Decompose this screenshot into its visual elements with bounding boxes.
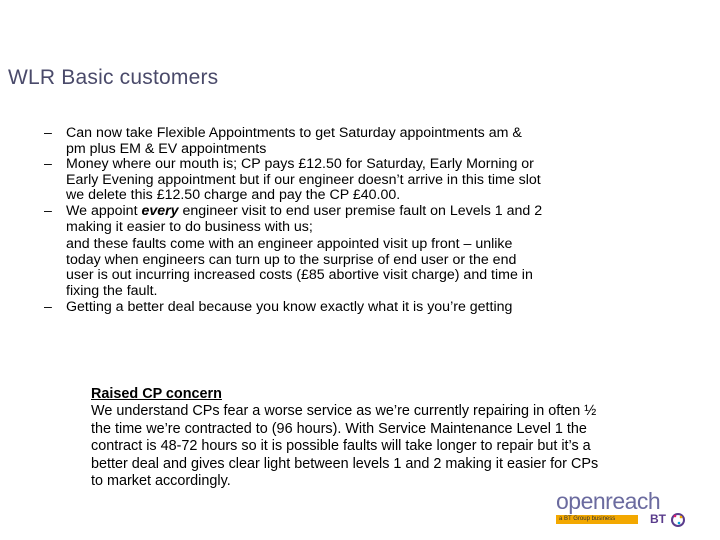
bullet-line: today when engineers can turn up to the surprise of end user or the end xyxy=(66,251,517,268)
bullet-list xyxy=(44,126,664,315)
bullet-dash: – xyxy=(44,156,52,173)
concern-box xyxy=(91,386,691,490)
bullet-line: Getting a better deal because you know exactly what it is you’re getting xyxy=(66,298,513,315)
logo-wordmark: openreach xyxy=(556,488,661,514)
bullet-item xyxy=(44,126,664,157)
bullet-line: we delete this £12.50 charge and pay the CP £40.00. xyxy=(66,187,401,204)
concern-line: better deal and gives clear light between levels 1 and 2 making it easier for CPs xyxy=(91,455,599,472)
concern-line: contract is 48-72 hours so it is possible faults will take longer to repair but it’s a xyxy=(91,438,591,455)
bullet-item xyxy=(44,204,664,300)
bt-logo-icon xyxy=(650,509,686,527)
bullet-line xyxy=(66,204,664,220)
concern-line: We understand CPs fear a worse service as we’re currently repairing in often ½ xyxy=(91,403,597,420)
bullet-dash: – xyxy=(44,298,52,315)
bullet-line: fixing the fault. xyxy=(66,282,158,299)
bullet-line: pm plus EM & EV appointments xyxy=(66,140,267,157)
bullet-line: Can now take Flexible Appointments to get Saturday appointments am & xyxy=(66,125,522,141)
openreach-logo xyxy=(556,488,686,528)
bullet-line: making it easier to do business with us; xyxy=(66,218,313,235)
logo-tagline: a BT Group business xyxy=(559,516,616,522)
bullet-dash: – xyxy=(44,202,52,219)
bullet-text: We appoint xyxy=(66,202,142,219)
bullet-line: Early Evening appointment but if our engineer doesn’t arrive in this time slot xyxy=(66,171,541,188)
bullet-item xyxy=(44,300,664,316)
bullet-line: Money where our mouth is; CP pays £12.50 for Saturday, Early Morning or xyxy=(66,156,534,173)
bullet-item xyxy=(44,157,664,204)
emphasis-text: every xyxy=(141,202,179,219)
slide-title: WLR Basic customers xyxy=(8,66,219,89)
concern-line: the time we’re contracted to (96 hours). With Service Maintenance Level 1 the xyxy=(91,420,587,437)
bt-logo-text: BT xyxy=(650,512,666,526)
bullet-line: user is out incurring increased costs (£85 abortive visit charge) and time in xyxy=(66,267,533,284)
concern-line: to market accordingly. xyxy=(91,473,231,490)
bullet-line: and these faults come with an engineer appointed visit up front – unlike xyxy=(66,236,513,253)
concern-heading: Raised CP concern xyxy=(91,386,222,402)
bullet-text: engineer visit to end user premise fault on Levels 1 and 2 xyxy=(178,202,543,219)
bullet-dash: – xyxy=(44,125,52,141)
